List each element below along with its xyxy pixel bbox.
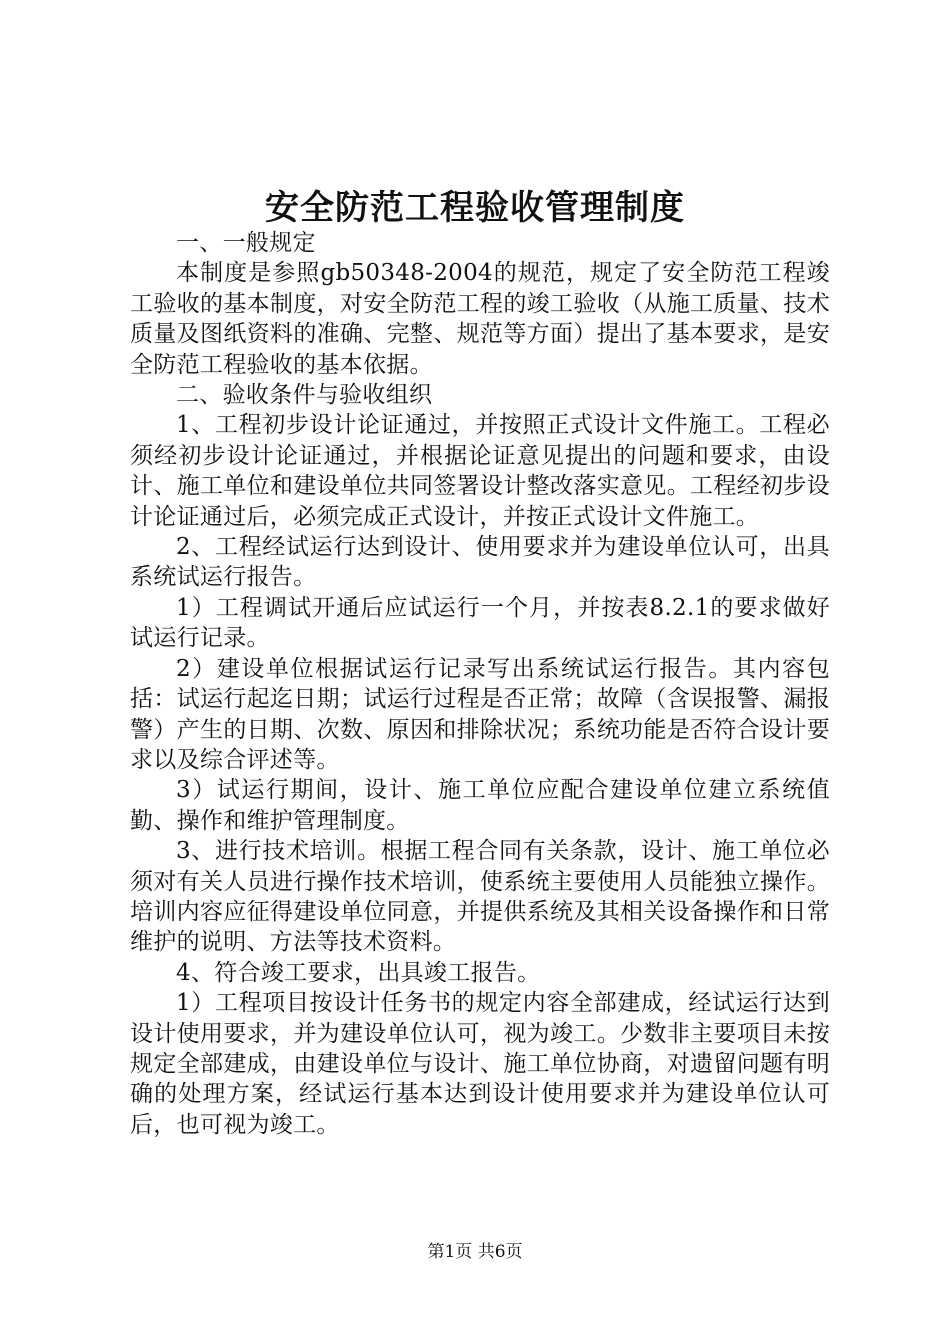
paragraph-item-1: 1、工程初步设计论证通过，并按照正式设计文件施工。工程必须经初步设计论证通过，并根据论证意见提出的问题和要求，由设计、施工单位和建设单位共同签署设计整改落实意见。工程经初步设计论证通过后，必须完成正式设计，并按正式设计文件施工。 (130, 412, 830, 530)
paragraph-item-4: 4、符合竣工要求，出具竣工报告。 (176, 959, 541, 986)
paragraph-item-2: 2、工程经试运行达到设计、使用要求并为建设单位认可，出具系统试运行报告。 (130, 534, 830, 591)
page-number-footer: 第1页 共6页 (427, 1242, 523, 1262)
paragraph-intro: 本制度是参照gb50348-2004的规范，规定了安全防范工程竣工验收的基本制度，对安全防范工程的竣工验收（从施工质量、技术质量及图纸资料的准确、完整、规范等方面）提出了基本要求，是安全防范工程验收的基本依据。 (130, 260, 830, 378)
paragraph-item-4-sub-1: 1）工程项目按设计任务书的规定内容全部建成，经试运行达到设计使用要求，并为建设单位认可，视为竣工。少数非主要项目未按规定全部建成，由建设单位与设计、施工单位协商，对遗留问题有明确的处理方案，经试运行基本达到设计使用要求并为建设单位认可后，也可视为竣工。 (130, 990, 830, 1138)
document-body (130, 228, 830, 1140)
paragraph-section-2-heading: 二、验收条件与验收组织 (176, 382, 433, 409)
paragraph-item-2-sub-1: 1）工程调试开通后应试运行一个月，并按表8.2.1的要求做好试运行记录。 (130, 594, 830, 652)
paragraph-item-2-sub-2: 2）建设单位根据试运行记录写出系统试运行报告。其内容包括：试运行起迄日期；试运行过程是否正常；故障（含误报警、漏报警）产生的日期、次数、原因和排除状况；系统功能是否符合设计要求以及综合评述等。 (130, 655, 830, 773)
document-title: 安全防范工程验收管理制度 (265, 188, 685, 228)
paragraph-section-1-heading: 一、一般规定 (176, 230, 316, 256)
paragraph-item-3: 3、进行技术培训。根据工程合同有关条款，设计、施工单位必须对有关人员进行操作技术培训，使系统主要使用人员能独立操作。培训内容应征得建设单位同意，并提供系统及其相关设备操作和日常维护的说明、方法等技术资料。 (130, 838, 830, 956)
paragraph-item-2-sub-3: 3）试运行期间，设计、施工单位应配合建设单位建立系统值勤、操作和维护管理制度。 (130, 777, 830, 834)
